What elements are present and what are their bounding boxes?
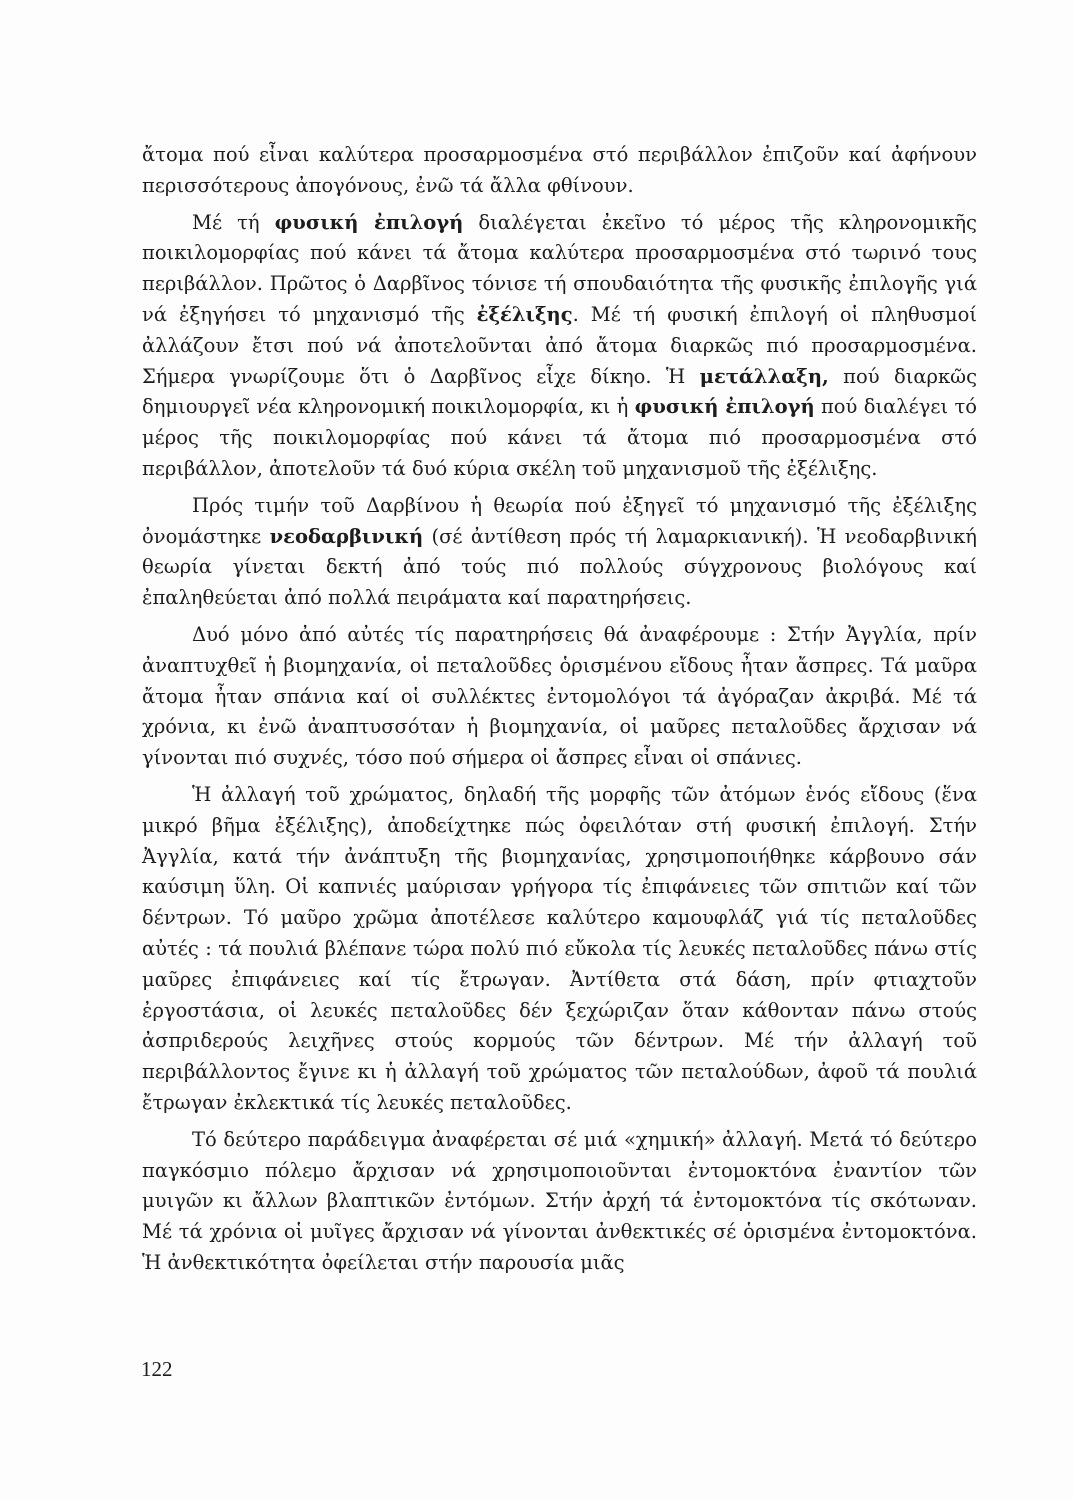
text-run: ἄτομα πού εἶναι καλύτερα προσαρμοσμένα στό περιβάλλον ἐπιζοῦν καί ἀφήνουν περισσότερους ἀπογόνους, ἐνῶ τά ἄλλα φθίνουν.: [142, 143, 977, 197]
text-run: Δυό μόνο ἀπό αὐτές τίς παρατηρήσεις θά ἀναφέρουμε : Στήν Ἀγγλία, πρίν ἀναπτυχθεῖ ἡ βιομηχανία, οἱ πεταλοῦδες ὁρισμένου εἴδους ἦταν ἄσπρες. Τά μαῦρα ἄτομα ἦταν σπάνια καί οἱ συλλέκτες ἐντομολόγοι τά ἀγόραζαν ἀκριβά. Μέ τά χρόνια, κι ἐνῶ ἀναπτυσσόταν ἡ βιομηχανία, οἱ μαῦρες πεταλοῦδες ἄρχισαν νά γίνονται πιό συχνές, τόσο πού σήμερα οἱ ἄσπρες εἶναι οἱ σπάνιες.: [142, 622, 977, 770]
paragraph-6: [142, 1125, 977, 1279]
bold-term: ἐξέλιξης: [476, 302, 573, 326]
page-number: 122: [141, 1357, 173, 1381]
text-run: . Μέ τή φυσική ἐπιλογή οἱ πληθυσμοί ἀλλάζουν ἔτσι πού νά ἀποτελοῦνται ἀπό ἄτομα διαρκῶς πιό προσαρμοσμένα. Σήμερα γνωρίζουμε ὅτι ὁ Δαρβῖνος εἶχε δίκηο. Ἡ: [142, 302, 977, 388]
page-body: [142, 140, 977, 1285]
text-run: Μέ τή: [192, 210, 275, 234]
text-run: Τό δεύτερο παράδειγμα ἀναφέρεται σέ μιά «χημική» ἀλλαγή. Μετά τό δεύτερο παγκόσμιο πόλεμο ἄρχισαν νά χρησιμοποιοῦνται ἐντομοκτόνα ἐναντίον τῶν μυιγῶν κι ἄλλων βλαπτικῶν ἐντόμων. Στήν ἀρχή τά ἐντομοκτόνα τίς σκότωναν. Μέ τά χρόνια οἱ μυῖγες ἄρχισαν νά γίνονται ἀνθεκτικές σέ ὁρισμένα ἐντομοκτόνα. Ἡ ἀνθεκτικότητα ὀφείλεται στήν παρουσία μιᾶς: [142, 1127, 977, 1274]
paragraph-1: [142, 140, 977, 202]
text-run: (σέ ἀντίθεση πρός τή λαμαρκιανική). Ἡ νεοδαρβινική θεωρία γίνεται δεκτή ἀπό τούς πιό πολλούς σύγχρονους βιολόγους καί ἐπαληθεύεται ἀπό πολλά πειράματα καί παρατηρήσεις.: [142, 524, 977, 610]
bold-term: μετάλλαξη,: [699, 364, 829, 388]
bold-term: φυσική ἐπιλογή: [634, 395, 815, 419]
text-run: Ἡ ἀλλαγή τοῦ χρώματος, δηλαδή τῆς μορφῆς τῶν ἀτόμων ἑνός εἴδους (ἕνα μικρό βῆμα ἐξέλιξης), ἀποδείχτηκε πώς ὀφειλόταν στή φυσική ἐπιλογή. Στήν Ἀγγλία, κατά τήν ἀνάπτυξη τῆς βιομηχανίας, χρησιμοποιήθηκε κάρβουνο σάν καύσιμη ὕλη. Οἱ καπνιές μαύρισαν γρήγορα τίς ἐπιφάνειες τῶν σπιτιῶν καί τῶν δέντρων. Τό μαῦρο χρῶμα ἀποτέλεσε καλύτερο καμουφλάζ γιά τίς πεταλοῦδες αὐτές : τά πουλιά βλέπανε τώρα πολύ πιό εὔκολα τίς λευκές πεταλοῦδες πάνω στίς μαῦρες ἐπιφάνειες καί τίς ἔτρωγαν. Ἀντίθετα στά δάση, πρίν φτιαχτοῦν ἐργοστάσια, οἱ λευκές πεταλοῦδες δέν ξεχώριζαν ὅταν κάθονταν πάνω στούς ἀσπριδερούς λειχῆνες στούς κορμούς τῶν δέντρων. Μέ τήν ἀλλαγή τοῦ περιβάλλοντος ἔγινε κι ἡ ἀλλαγή τοῦ χρώματος τῶν πεταλούδων, ἀφοῦ τά πουλιά ἔτρωγαν ἐκλεκτικά τίς λευκές πεταλοῦδες.: [142, 782, 977, 1114]
bold-term: νεοδαρβινική: [269, 524, 424, 548]
text-run: πού διαλέγει τό μέρος τῆς ποικιλομορφίας πού κάνει τά ἄτομα πιό προσαρμοσμένα στό περιβάλλον, ἀποτελοῦν τά δυό κύρια σκέλη τοῦ μηχανισμοῦ τῆς ἐξέλιξης.: [142, 395, 977, 480]
text-run: Πρός τιμήν τοῦ Δαρβίνου ἡ θεωρία πού ἐξηγεῖ τό μηχανισμό τῆς ἐξέλιξης ὀνομάστηκε: [142, 493, 977, 548]
bold-term: φυσική ἐπιλογή: [274, 210, 464, 234]
text-run: διαλέγεται ἐκεῖνο τό μέρος τῆς κληρονομικῆς ποικιλομορφίας πού κάνει τά ἄτομα καλύτερα προσαρμοσμένα στό τωρινό τους περιβάλλον. Πρῶτος ὁ Δαρβῖνος τόνισε τή σπουδαιότητα τῆς φυσικῆς ἐπιλογῆς γιά νά ἐξηγήσει τό μηχανισμό τῆς: [142, 210, 977, 326]
paragraph-5: [142, 780, 977, 1119]
paragraph-3: [142, 491, 977, 614]
paragraph-2: [142, 208, 977, 485]
paragraph-4: [142, 620, 977, 774]
text-run: πού διαρκῶς δημιουργεῖ νέα κληρονομική ποικιλομορφία, κι ἡ: [142, 364, 977, 419]
